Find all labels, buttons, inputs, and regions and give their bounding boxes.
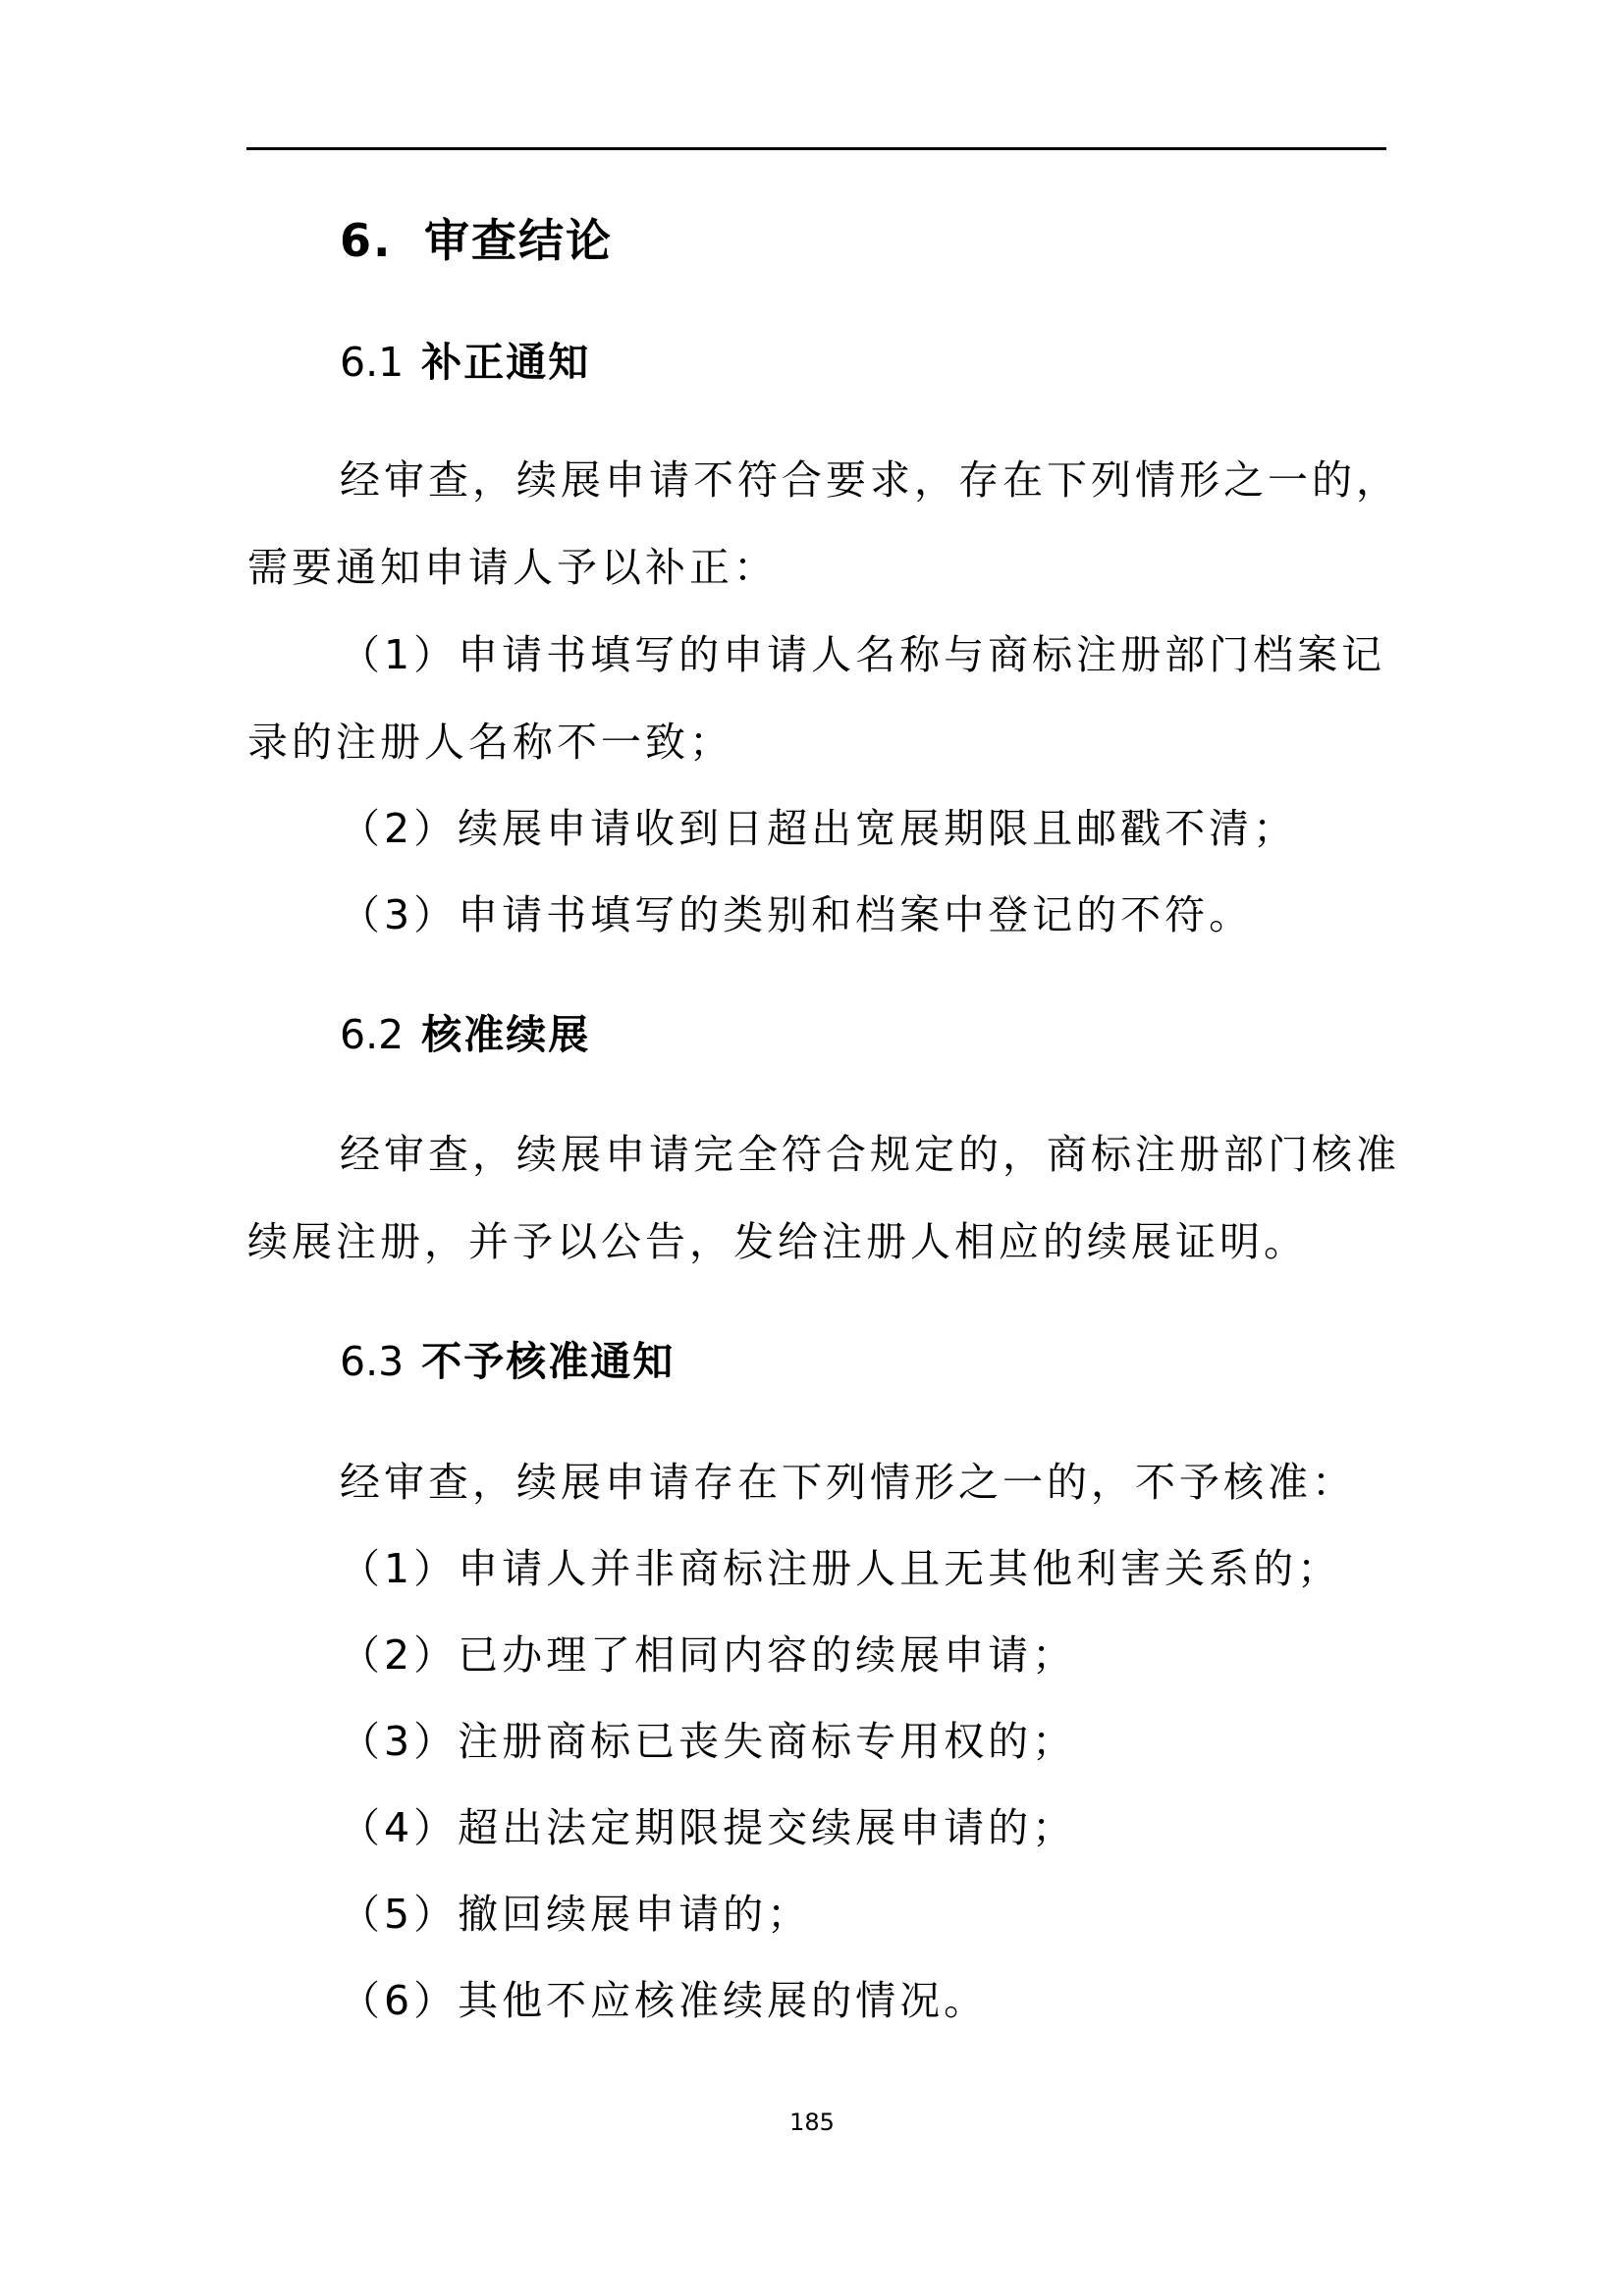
subsection-number: 6.2 [340, 1011, 405, 1058]
subsection-heading-6-2 [340, 1011, 591, 1058]
list-item: （1）申请人并非商标注册人且无其他利害关系的； [340, 1545, 1342, 1592]
section-number: 6. [340, 214, 393, 267]
paragraph-line: 经审查，续展申请完全符合规定的，商标注册部门核准 [340, 1131, 1400, 1178]
section-heading [340, 214, 613, 267]
subsection-title: 补正通知 [421, 339, 591, 386]
paragraph-line: 经审查，续展申请存在下列情形之一的，不予核准： [340, 1459, 1356, 1506]
subsection-number: 6.1 [340, 339, 405, 386]
subsection-title: 不予核准通知 [421, 1338, 676, 1385]
list-item: （3）申请书填写的类别和档案中登记的不符。 [340, 891, 1254, 938]
subsection-number: 6.3 [340, 1338, 405, 1385]
list-item: （2）续展申请收到日超出宽展期限且邮戳不清； [340, 805, 1298, 852]
subsection-heading-6-3 [340, 1338, 676, 1385]
list-item-continuation: 录的注册人名称不一致； [247, 719, 733, 766]
list-item: （1）申请书填写的申请人名称与商标注册部门档案记 [340, 631, 1386, 678]
list-item: （5）撤回续展申请的； [340, 1891, 812, 1938]
paragraph-line: 需要通知申请人予以补正： [247, 544, 778, 591]
list-item: （3）注册商标已丧失商标专用权的； [340, 1718, 1077, 1765]
page-number: 185 [789, 2109, 835, 2136]
list-item: （6）其他不应核准续展的情况。 [340, 1977, 989, 2024]
subsection-title: 核准续展 [421, 1011, 591, 1058]
paragraph-line: 续展注册，并予以公告，发给注册人相应的续展证明。 [247, 1218, 1308, 1265]
header-rule [246, 147, 1386, 150]
section-title: 审查结论 [424, 214, 613, 267]
paragraph-line: 经审查，续展申请不符合要求，存在下列情形之一的， [340, 456, 1400, 504]
list-item: （4）超出法定期限提交续展申请的； [340, 1804, 1077, 1851]
subsection-heading-6-1 [340, 339, 591, 386]
list-item: （2）已办理了相同内容的续展申请； [340, 1631, 1077, 1679]
